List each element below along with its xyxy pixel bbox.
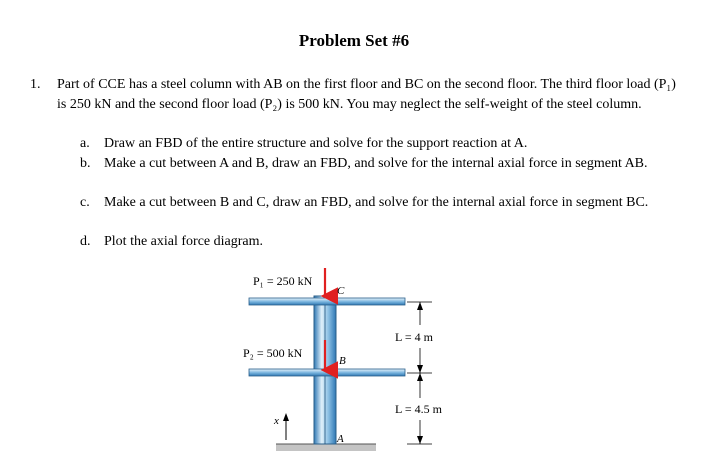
problem-number: 1. [30,77,41,92]
part-text: Make a cut between B and C, draw an FBD, and solve for the internal axial force in segment BC. [104,195,649,210]
part-label: c. [80,195,90,210]
beam-b [249,369,405,376]
x-axis-arrow-icon [283,413,289,421]
part-label: d. [80,234,91,249]
page-title: Problem Set #6 [298,31,410,50]
beam-c [249,298,405,305]
part-text: Make a cut between A and B, draw an FBD, and solve for the internal axial force in segment AB. [104,156,648,171]
dim-bc-top-arrow-icon [417,302,423,310]
p2-label: P₂ = 500 kN [243,346,303,360]
part-text: Draw an FBD of the entire structure and solve for the support reaction at A. [104,136,528,151]
ground-base [276,444,376,451]
dim-ab-top-arrow-icon [417,373,423,381]
dim-ab-bottom-arrow-icon [417,436,423,444]
part-label: a. [80,136,90,151]
x-axis-label: x [274,415,279,427]
dim-bc-bottom-arrow-icon [417,365,423,373]
point-a-label: A [337,433,344,445]
p1-label: P₁ = 250 kN [253,274,313,288]
length-ab-label: L = 4.5 m [395,402,442,416]
part-text: Plot the axial force diagram. [104,234,263,249]
length-bc-label: L = 4 m [395,330,433,344]
point-c-label: C [337,285,345,297]
point-b-label: B [339,355,346,367]
problem-statement: Part of CCE has a steel column with AB on the first floor and BC on the second floor. The third floor load (P₁) is 250 kN and the second floor load (P₂) is 500 kN. You may neglect the self-weight of the steel column. [57,77,676,112]
part-label: b. [80,156,91,171]
